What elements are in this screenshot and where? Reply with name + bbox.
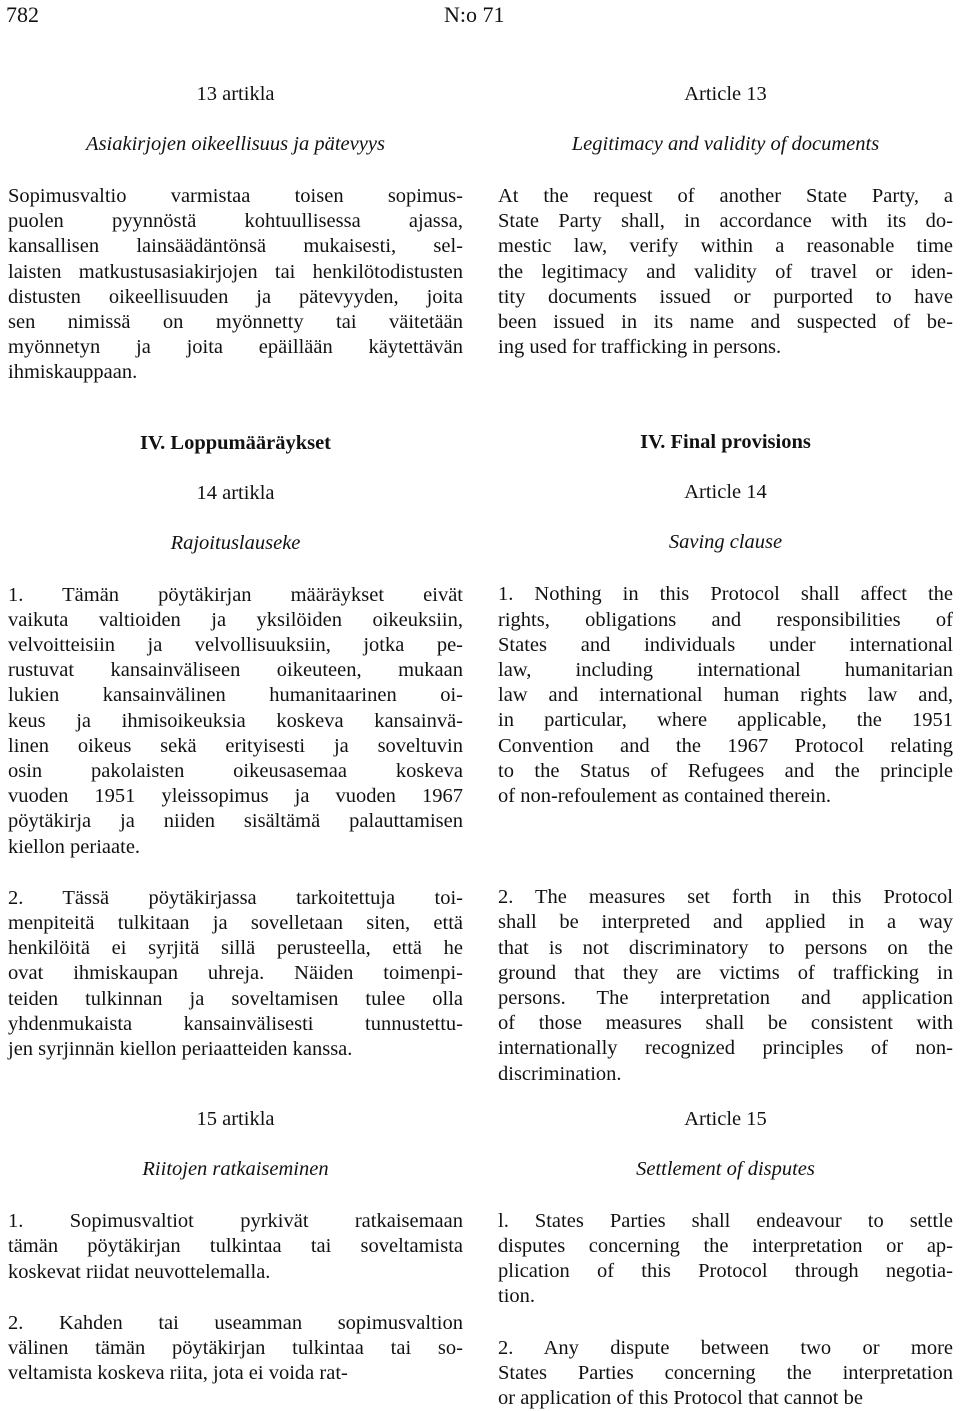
text-line: l. States Parties shall endeavour to settle (498, 1209, 953, 1232)
text-line: veltamista koskeva riita, jota ei voida rat- (8, 1362, 348, 1385)
text-line: puolen pyynnöstä kohtuullisessa ajassa, (8, 210, 463, 233)
article-14-heading-fi: 14 artikla (196, 481, 275, 504)
finnish-column (8, 82, 463, 1387)
text-line: 2. Tässä pöytäkirjassa tarkoitettuja toi- (8, 886, 463, 909)
text-line: At the request of another State Party, a (498, 185, 953, 207)
article-15-title-fi: Riitojen ratkaiseminen (142, 1158, 329, 1181)
text-line: lukien kansainvälinen humanitaarinen oi- (8, 684, 463, 707)
text-line: ovat ihmiskaupan uhreja. Näiden toimenpi- (8, 962, 463, 985)
text-line: välinen tämän pöytäkirjan tulkintaa tai so- (8, 1337, 463, 1360)
text-line: 2. Any dispute between two or more (498, 1336, 953, 1359)
text-line: ihmiskauppaan. (8, 361, 138, 384)
article-13-title-fi: Asiakirjojen oikeellisuus ja pätevyys (86, 133, 385, 155)
article-13-title-en: Legitimacy and validity of documents (571, 133, 880, 155)
text-line: Sopimusvaltio varmistaa toisen sopimus- (8, 185, 463, 207)
text-line: henkilöitä ei syrjitä sillä perusteella, että he (8, 937, 463, 960)
text-line: keus ja ihmisoikeuksia koskeva kansainvä- (8, 709, 463, 732)
article-15-title-en: Settlement of disputes (636, 1157, 815, 1180)
text-line: 1. Nothing in this Protocol shall affect the (498, 583, 953, 606)
text-line: or application of this Protocol that cannot be (498, 1387, 863, 1410)
text-line: States Parties concerning the interpretation (498, 1361, 953, 1384)
text-line: distusten oikeellisuuden ja pätevyyden, joita (8, 285, 463, 308)
text-line: in particular, where applicable, the 1951 (498, 709, 953, 732)
text-line: Convention and the 1967 Protocol relating (498, 734, 953, 757)
text-line: State Party shall, in accordance with its do- (498, 210, 953, 233)
issue-number: N:o 71 (444, 2, 505, 27)
text-line: of non-refoulement as contained therein. (498, 785, 831, 808)
text-line: jen syrjinnän kiellon periaatteiden kanssa. (8, 1038, 353, 1061)
article-15-paragraph-1-en (498, 1209, 953, 1310)
text-line: mestic law, verify within a reasonable time (498, 235, 953, 258)
text-line: vaikuta valtioiden ja yksilöiden oikeuksiin, (8, 608, 463, 631)
text-line: the legitimacy and validity of travel or iden- (498, 260, 953, 283)
text-line: teiden tulkinnan ja soveltamisen tulee olla (8, 987, 463, 1010)
text-line: of those measures shall be consistent with (498, 1012, 953, 1035)
article-15-heading-fi: 15 artikla (196, 1108, 275, 1131)
article-15-paragraph-2-en (498, 1336, 953, 1411)
text-line: rustuvat kansainväliseen oikeuteen, mukaan (8, 659, 463, 682)
text-line: 2. The measures set forth in this Protocol (498, 886, 953, 909)
article-13-heading-fi: 13 artikla (196, 83, 275, 105)
text-line: tion. (498, 1285, 536, 1308)
text-line: 2. Kahden tai useamman sopimusvaltion (8, 1311, 463, 1334)
text-line: velvoitteisiin ja velvollisuuksiin, jotka pe- (8, 634, 463, 657)
page-number: 782 (6, 2, 39, 27)
article-14-paragraph-2-fi (8, 886, 463, 1062)
article-14-title-en: Saving clause (668, 531, 783, 554)
text-line: tämän pöytäkirjan tulkintaa tai soveltamista (8, 1235, 463, 1258)
text-line: shall be interpreted and applied in a way (498, 911, 953, 934)
text-line: disputes concerning the interpretation or ap- (498, 1235, 953, 1258)
text-line: 1. Tämän pöytäkirjan määräykset eivät (8, 583, 463, 606)
text-line: myönnetyn ja joita epäillään käytettävän (8, 336, 463, 359)
text-line: pöytäkirja ja niiden sisältämä palauttamisen (8, 810, 463, 833)
article-15-paragraph-1-fi (8, 1209, 463, 1285)
text-line: kiellon periaate. (8, 835, 141, 858)
article-14-heading-en: Article 14 (684, 481, 767, 504)
text-line: ground that they are victims of trafficking in (498, 961, 953, 984)
text-line: been issued in its name and suspected of be- (498, 311, 953, 334)
article-14-paragraph-1-fi (8, 583, 463, 860)
english-column (498, 82, 953, 1411)
text-line: to the Status of Refugees and the principle (498, 759, 953, 782)
text-line: law, including international humanitarian (498, 659, 953, 682)
text-line: menpiteitä tulkitaan ja sovelletaan siten, että (8, 912, 463, 935)
article-13-heading-en: Article 13 (684, 83, 767, 105)
text-line: linen oikeus sekä erityisesti ja soveltuvin (8, 734, 463, 757)
text-line: ing used for trafficking in persons. (498, 336, 782, 359)
section-iv-heading-en: IV. Final provisions (640, 431, 811, 454)
text-line: tity documents issued or purported to have (498, 285, 953, 308)
article-14-paragraph-2-en (498, 885, 953, 1087)
text-line: kansallisen lainsäädäntönsä mukaisesti, sel- (8, 235, 463, 258)
text-line: persons. The interpretation and application (498, 987, 953, 1010)
text-line: 1. Sopimusvaltiot pyrkivät ratkaisemaan (8, 1210, 463, 1233)
article-15-paragraph-2-fi (8, 1311, 463, 1387)
text-line: koskevat riidat neuvottelemalla. (8, 1260, 271, 1283)
text-line: internationally recognized principles of non- (498, 1037, 953, 1060)
text-line: rights, obligations and responsibilities of (498, 608, 953, 631)
article-13-paragraph-en (498, 184, 953, 360)
section-iv-heading-fi: IV. Loppumääräykset (140, 431, 331, 454)
article-15-heading-en: Article 15 (684, 1107, 767, 1130)
text-line: States and individuals under international (498, 633, 953, 656)
text-line: law and international human rights law and, (498, 684, 953, 707)
text-line: sen nimissä on myönnetty tai väitetään (8, 311, 463, 334)
text-line: osin pakolaisten oikeusasemaa koskeva (8, 760, 463, 783)
article-13-paragraph-fi (8, 184, 463, 386)
text-line: yhdenmukaista kansainvälisesti tunnustettu- (8, 1012, 463, 1035)
text-line: that is not discriminatory to persons on the (498, 936, 953, 959)
text-line: laisten matkustusasiakirjojen tai henkilötodistusten (8, 260, 463, 283)
text-line: discrimination. (498, 1062, 622, 1085)
article-14-paragraph-1-en (498, 582, 953, 809)
text-line: vuoden 1951 yleissopimus ja vuoden 1967 (8, 785, 463, 808)
article-14-title-fi: Rajoituslauseke (170, 531, 301, 554)
text-line: plication of this Protocol through negotia- (498, 1260, 953, 1283)
